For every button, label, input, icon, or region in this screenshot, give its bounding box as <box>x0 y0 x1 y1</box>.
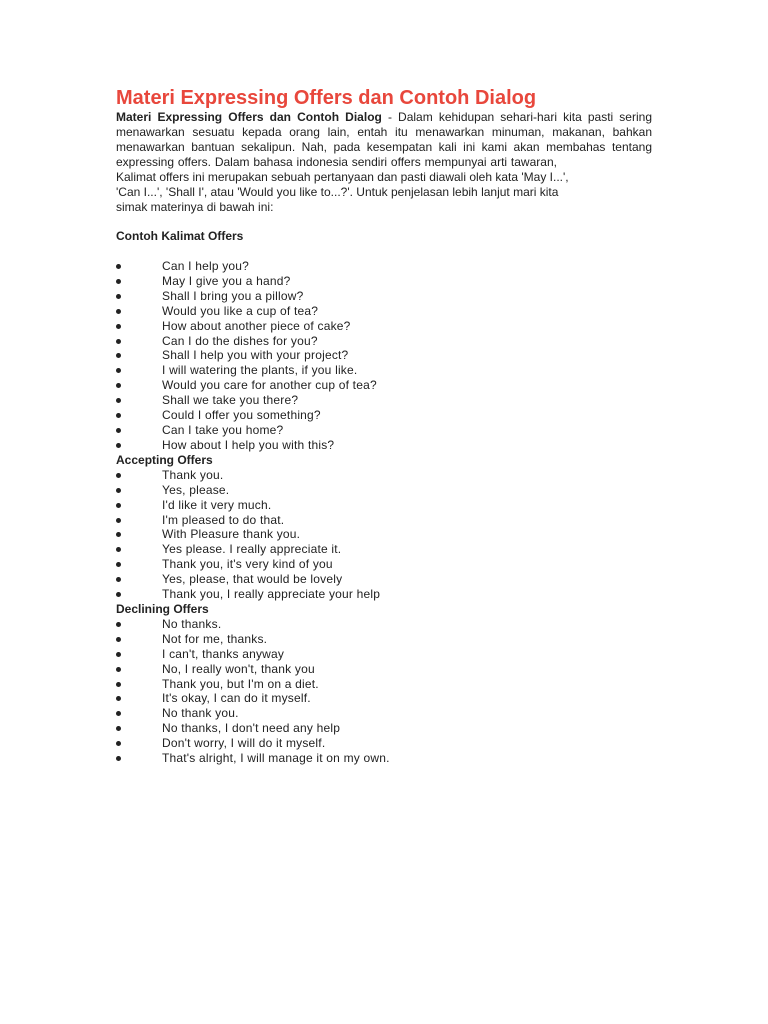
list-item-text: Would you like a cup of tea? <box>162 303 319 318</box>
bullet-icon <box>116 503 121 508</box>
list-item-text: No, I really won't, thank you <box>162 661 315 676</box>
section-accepting-offers <box>116 453 652 602</box>
bullet-icon <box>116 726 121 731</box>
list-item-text: No thanks. <box>162 616 222 631</box>
list-item <box>116 348 652 363</box>
bullet-icon <box>116 577 121 582</box>
intro-line-4: simak materinya di bawah ini: <box>116 200 274 214</box>
bullet-icon <box>116 324 121 329</box>
list-item-text: Thank you. <box>162 467 224 482</box>
list-item-text: Not for me, thanks. <box>162 631 268 646</box>
list-item <box>116 721 652 736</box>
bullet-icon <box>116 682 121 687</box>
bullet-icon <box>116 622 121 627</box>
list-item-text: Yes please. I really appreciate it. <box>162 542 342 557</box>
document-page <box>116 86 652 766</box>
list-item <box>116 662 652 677</box>
list-item-text: Thank you, it's very kind of you <box>162 557 333 572</box>
bullet-icon <box>116 696 121 701</box>
list-item <box>116 274 652 289</box>
list-item <box>116 542 652 557</box>
list-item <box>116 572 652 587</box>
bullet-icon <box>116 532 121 537</box>
bullet-icon <box>116 353 121 358</box>
list-item <box>116 513 652 528</box>
list-item <box>116 259 652 274</box>
list-item-text: Yes, please, that would be lovely <box>162 572 343 587</box>
list-item <box>116 304 652 319</box>
list-item <box>116 363 652 378</box>
bullet-icon <box>116 279 121 284</box>
list-item <box>116 736 652 751</box>
section-contoh-kalimat-offers <box>116 229 652 453</box>
intro-line-2: Kalimat offers ini merupakan sebuah pertanyaan dan pasti diawali oleh kata 'May I...', <box>116 170 569 184</box>
list-item-text: Thank you, but I'm on a diet. <box>162 676 319 691</box>
bullet-icon <box>116 413 121 418</box>
intro-text: - Dalam kehidupan sehari-hari kita pasti sering menawarkan sesuatu kepada orang lain, entah itu menawarkan minuman, makanan, bahkan menawarkan bantuan sekalipun. Nah, pada kesempatan kali ini kami akan membahas tentang expressing offers. Dalam bahasa indonesia sendiri offers mempunyai arti tawaran, <box>116 110 652 169</box>
bullet-icon <box>116 547 121 552</box>
bullet-icon <box>116 398 121 403</box>
bullet-icon <box>116 473 121 478</box>
list-item <box>116 632 652 647</box>
bullet-icon <box>116 339 121 344</box>
list-item-text: Shall I help you with your project? <box>162 348 349 363</box>
offer-list <box>116 259 652 453</box>
list-item <box>116 498 652 513</box>
list-item <box>116 691 652 706</box>
list-item-text: I will watering the plants, if you like. <box>162 363 358 378</box>
bullet-icon <box>116 518 121 523</box>
bullet-icon <box>116 741 121 746</box>
bullet-icon <box>116 652 121 657</box>
bullet-icon <box>116 368 121 373</box>
list-item-text: Yes, please. <box>162 482 230 497</box>
list-item-text: I'd like it very much. <box>162 497 272 512</box>
bullet-icon <box>116 443 121 448</box>
bullet-icon <box>116 294 121 299</box>
list-item-text: I can't, thanks anyway <box>162 646 285 661</box>
list-item-text: No thanks, I don't need any help <box>162 721 341 736</box>
list-item-text: Thank you, I really appreciate your help <box>162 587 381 602</box>
section-heading: Accepting Offers <box>116 452 213 467</box>
list-item <box>116 408 652 423</box>
document-title: Materi Expressing Offers dan Contoh Dialog <box>116 87 537 109</box>
list-item-text: No thank you. <box>162 706 239 721</box>
list-item <box>116 557 652 572</box>
list-item <box>116 378 652 393</box>
bullet-icon <box>116 264 121 269</box>
list-item <box>116 527 652 542</box>
list-item <box>116 423 652 438</box>
bullet-icon <box>116 428 121 433</box>
list-item-text: Can I do the dishes for you? <box>162 333 318 348</box>
bullet-icon <box>116 667 121 672</box>
list-item <box>116 438 652 453</box>
list-item <box>116 319 652 334</box>
list-item <box>116 468 652 483</box>
list-item <box>116 647 652 662</box>
section-heading: Declining Offers <box>116 601 209 616</box>
bullet-icon <box>116 309 121 314</box>
list-item-text: Shall I bring you a pillow? <box>162 288 304 303</box>
bullet-icon <box>116 592 121 597</box>
list-item <box>116 289 652 304</box>
section-declining-offers <box>116 602 652 766</box>
section-heading: Contoh Kalimat Offers <box>116 229 244 243</box>
offer-list <box>116 468 652 602</box>
list-item-text: Would you care for another cup of tea? <box>162 378 377 393</box>
list-item-text: I'm pleased to do that. <box>162 512 285 527</box>
list-item <box>116 334 652 349</box>
list-item <box>116 751 652 766</box>
list-item-text: How about another piece of cake? <box>162 318 351 333</box>
intro-bold-title: Materi Expressing Offers dan Contoh Dialog <box>116 110 382 124</box>
list-item <box>116 483 652 498</box>
list-item <box>116 617 652 632</box>
bullet-icon <box>116 711 121 716</box>
offer-list <box>116 617 652 766</box>
bullet-icon <box>116 637 121 642</box>
intro-paragraph <box>116 110 652 170</box>
list-item-text: That's alright, I will manage it on my own. <box>162 751 390 766</box>
list-item-text: Don't worry, I will do it myself. <box>162 736 326 751</box>
list-item-text: Could I offer you something? <box>162 408 321 423</box>
list-item <box>116 677 652 692</box>
intro-line-3: 'Can I...', 'Shall I', atau 'Would you like to...?'. Untuk penjelasan lebih lanjut mari kita <box>116 185 559 199</box>
list-item-text: Shall we take you there? <box>162 393 299 408</box>
list-item-text: May I give you a hand? <box>162 273 291 288</box>
list-item-text: Can I take you home? <box>162 422 284 437</box>
list-item-text: It's okay, I can do it myself. <box>162 691 311 706</box>
bullet-icon <box>116 488 121 493</box>
list-item <box>116 706 652 721</box>
bullet-icon <box>116 756 121 761</box>
bullet-icon <box>116 383 121 388</box>
bullet-icon <box>116 562 121 567</box>
list-item <box>116 393 652 408</box>
list-item-text: With Pleasure thank you. <box>162 527 301 542</box>
list-item-text: How about I help you with this? <box>162 437 335 452</box>
list-item <box>116 587 652 602</box>
list-item-text: Can I help you? <box>162 259 250 273</box>
